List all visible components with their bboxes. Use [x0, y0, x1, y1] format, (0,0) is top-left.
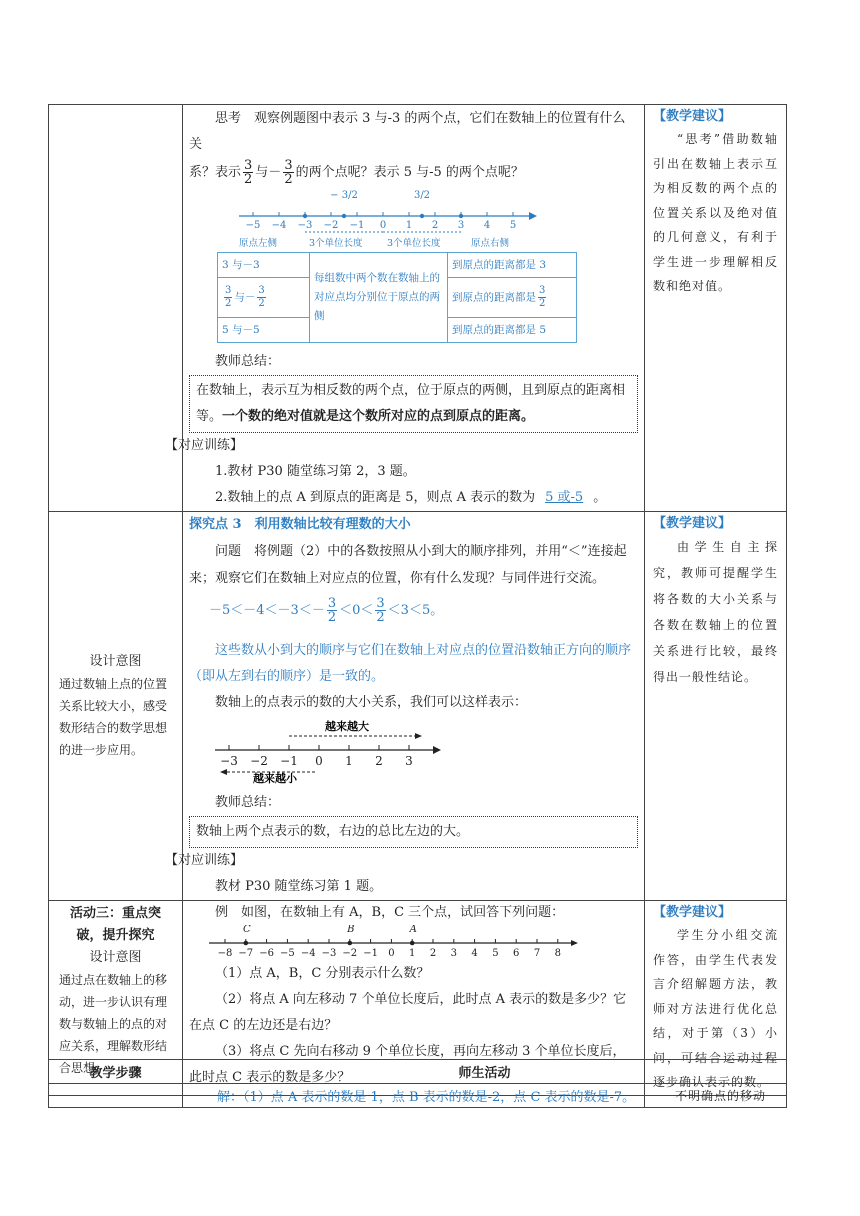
training-answer: 5 或-5 — [545, 490, 584, 505]
cell-3-neg3: 3 与－3 — [218, 253, 310, 278]
nl2-tick-label: −3 — [220, 754, 238, 768]
nl1-tick-label: 2 — [431, 220, 439, 231]
question-1: （1）点 A，B，C 分别表示什么数？ — [215, 966, 430, 981]
think-text-1: 观察例题图中表示 3 与-3 的两个点，它们在数轴上的位置有什么关 — [189, 111, 626, 152]
cell-distance-5: 到原点的距离都是 5 — [448, 318, 577, 343]
design-text: 通过数轴上点的位置关系比较大小，感受数形结合的数学思想的进一步应用。 — [59, 677, 168, 757]
nl2-tick-label: 1 — [345, 754, 353, 768]
suggest-cell-2: 【教学建议】 由学生自主探究，教师可提醒学生将各数的大小关系与各数在数轴上的位置关系进行比较，最终得出一般性结论。 — [645, 512, 787, 901]
training-item-2: 2.数轴上的点 A 到原点的距离是 5，则点 A 表示的数为 5 或-5 。 — [215, 490, 607, 505]
nl1-bottom-label: 3个单位长度 — [387, 238, 441, 249]
header-steps: 教学步骤 — [49, 1060, 183, 1084]
nl1-tick-label: 3 — [457, 220, 465, 231]
nl1-tick-label: −1 — [349, 220, 365, 231]
nl1-bottom-label: 原点右侧 — [471, 238, 510, 249]
finding-text: 这些数从小到大的顺序与它们在数轴上对应点的位置沿数轴正方向的顺序（即从左到右的顺序）是一致的。 — [189, 643, 632, 684]
nl2-tick-label: 3 — [405, 754, 413, 768]
design-title-3: 设计意图 — [89, 950, 142, 965]
nl3-tick-label: 5 — [492, 948, 499, 959]
relation-text: 数轴上的点表示的数的大小关系，我们可以这样表示： — [215, 695, 528, 710]
summary-box-2: 数轴上两个点表示的数，右边的总比左边的大。 — [189, 816, 638, 848]
nl3-tick-label: 7 — [533, 948, 541, 959]
explore-heading: 探究点 3 利用数轴比较有理数的大小 — [189, 517, 411, 532]
nl3-tick-label: −5 — [280, 948, 295, 959]
cell-distance-frac: 到原点的距离都是 $\frac{3}{2}$ — [448, 278, 577, 318]
frac-3-2: $\frac{3}{2}$ — [244, 158, 253, 187]
nl3-tick-label: 3 — [450, 948, 457, 959]
nl3-point-label: C — [242, 925, 251, 935]
nl3-point-label: A — [409, 925, 417, 935]
nl2-tick-label: −1 — [280, 754, 298, 768]
frac-3-2-neg: $\frac{3}{2}$ — [284, 158, 293, 187]
design-text-3: 通过点在数轴上的移动，进一步认识有理数与数轴上的点的对应关系，理解数形结合思想。 — [59, 973, 168, 1075]
nl3-tick-label: 4 — [471, 948, 478, 959]
comparison-table — [217, 252, 577, 343]
nl3-tick-label: 2 — [429, 948, 437, 959]
nl3-tick-label: −1 — [363, 948, 378, 959]
example-text: 例 如图，在数轴上有 A，B，C 三个点，试回答下列问题： — [215, 905, 565, 920]
question-2: （2）将点 A 向左移动 7 个单位长度后，此时点 A 表示的数是多少？它在点 C 的左边还是右边？ — [189, 992, 627, 1033]
training-label-2: 【对应训练】 — [165, 853, 244, 868]
think-number-line — [239, 188, 559, 252]
suggest-cell-1: 【教学建议】 “思考”借助数轴引出在数轴上表示互为相反数的两个点的位置关系以及绝对值的几何意义，有利于学生进一步理解相反数和绝对值。 — [645, 105, 787, 512]
nl3-tick-label: −3 — [321, 948, 337, 959]
compare-number-line — [215, 716, 475, 790]
order-text: －5＜－4＜－3＜－ $\frac{3}{2}$ ＜0＜ $\frac{3}{2}$ ＜3＜5。 — [209, 596, 444, 625]
design-title: 设计意图 — [89, 654, 142, 669]
bigger-label: 越来越大 — [325, 720, 369, 733]
nl3-tick-label: −2 — [342, 948, 358, 959]
activity-title: 活动三：重点突破，提升探究 — [69, 906, 161, 943]
nl3-tick-label: 6 — [513, 948, 520, 959]
suggest-cell-3: 【教学建议】 学生分小组交流作答，由学生代表发言介绍解题方法，教师对方法进行优化总结，对于第（3）小问，可结合运动过程逐步确认表示的数。 — [645, 901, 787, 1096]
example-number-line — [209, 925, 579, 961]
think-label: 思考 — [215, 111, 242, 126]
nl1-tick-label: 4 — [483, 220, 491, 231]
nl3-tick-label: −7 — [238, 948, 254, 959]
answer-text: 解：（1）点 A 表示的数是 1，点 B 表示的数是-2，点 C 表示的数是-7。 — [183, 1084, 645, 1108]
nl1-tick-label: 0 — [379, 220, 387, 231]
nl1-point-label: − 3/2 — [330, 190, 358, 201]
cell-frac: $\frac{3}{2}$ 与－ $\frac{3}{2}$ — [218, 278, 310, 318]
think-cell: 思考 观察例题图中表示 3 与-3 的两个点，它们在数轴上的位置有什么关 系？表示 $\frac{3}{2}$ 与－ $\frac{3}{2}$ 的两个点呢？表示 5 与-5 的两个点呢？ −5 −4 −3 −2 −1 0 1 2 3 4 5 − 3/2 3/2 原点左侧 3个单位长度 3个单位长度 原点右侧 3 与－3 每组数中两个数在数轴上的对应点均分别位于原点的两侧 到原点的距离都是 3 $\frac{3}{2}$ 与－ $\frac{3}{2}$ 到原点的距离都是 $\frac{3}{2}$ 5 与－5 到原点的距离都是 5 教师总结： 在数轴上，表示互为相反数的两个点，位于原点的两侧，且到原点的距离相等。一个数的绝对值就是这个数所对应的点到原点的距离。 【对应训练】 1.教材 P30 随堂练习第 2，3 题。 2.数轴上的点 A 到原点的距离是 5，则点 A 表示的数为 5 或-5 。 — [183, 105, 645, 512]
right-note: 不明确点的移动 — [644, 1084, 786, 1108]
nl3-tick-label: 8 — [554, 948, 561, 959]
cell-distance-3: 到原点的距离都是 3 — [448, 253, 577, 278]
nl1-tick-label: −5 — [245, 220, 261, 231]
training-item-2-1: 教材 P30 随堂练习第 1 题。 — [215, 879, 383, 894]
row-explore — [49, 512, 787, 901]
question-text: 问题 将例题（2）中的各数按照从小到大的顺序排列，并用“＜”连接起来；观察它们在数轴上对应点的位置，你有什么发现？与同伴进行交流。 — [189, 544, 627, 586]
left-cell-empty — [49, 105, 183, 512]
cell-middle: 每组数中两个数在数轴上的对应点均分别位于原点的两侧 — [310, 253, 448, 343]
nl3-tick-label: −4 — [300, 948, 316, 959]
nl3-tick-label: 0 — [388, 948, 395, 959]
design-cell-2 — [49, 512, 183, 901]
nl3-tick-label: −6 — [259, 948, 274, 959]
summary-label: 教师总结： — [215, 354, 281, 369]
nl1-tick-label: −4 — [271, 220, 287, 231]
nl1-tick-label: 1 — [405, 220, 413, 231]
summary-label-2: 教师总结： — [215, 795, 281, 810]
training-label: 【对应训练】 — [165, 438, 244, 453]
nl3-point-label: B — [347, 925, 355, 935]
nl3-tick-label: 1 — [409, 948, 416, 959]
training-item-1: 1.教材 P30 随堂练习第 2，3 题。 — [215, 464, 416, 479]
cell-5-neg5: 5 与－5 — [218, 318, 310, 343]
nl1-bottom-label: 原点左侧 — [239, 238, 278, 249]
smaller-label: 越来越小 — [253, 772, 297, 785]
lesson-table — [48, 104, 787, 1096]
nl2-tick-label: 2 — [375, 754, 383, 768]
steps-table — [48, 1059, 787, 1108]
question-3: （3）将点 C 先向右移动 9 个单位长度，再向左移动 3 个单位长度后，此时点 C 表示的数是多少？ — [189, 1044, 626, 1085]
nl1-tick-label: −3 — [297, 220, 313, 231]
nl1-bottom-label: 3个单位长度 — [309, 238, 363, 249]
think-text-2a: 系？表示 — [189, 165, 242, 180]
nl3-tick-label: −8 — [217, 948, 233, 959]
header-activities: 师生活动 — [183, 1060, 787, 1084]
explore-cell — [165, 512, 645, 901]
nl2-tick-label: 0 — [315, 754, 323, 768]
nl1-tick-label: −2 — [323, 220, 339, 231]
nl1-tick-label: 5 — [509, 220, 517, 231]
summary-box: 在数轴上，表示互为相反数的两个点，位于原点的两侧，且到原点的距离相等。一个数的绝对值就是这个数所对应的点到原点的距离。 — [189, 375, 638, 433]
nl2-tick-label: −2 — [250, 754, 268, 768]
row-think — [49, 105, 787, 512]
nl1-point-label: 3/2 — [413, 190, 431, 201]
